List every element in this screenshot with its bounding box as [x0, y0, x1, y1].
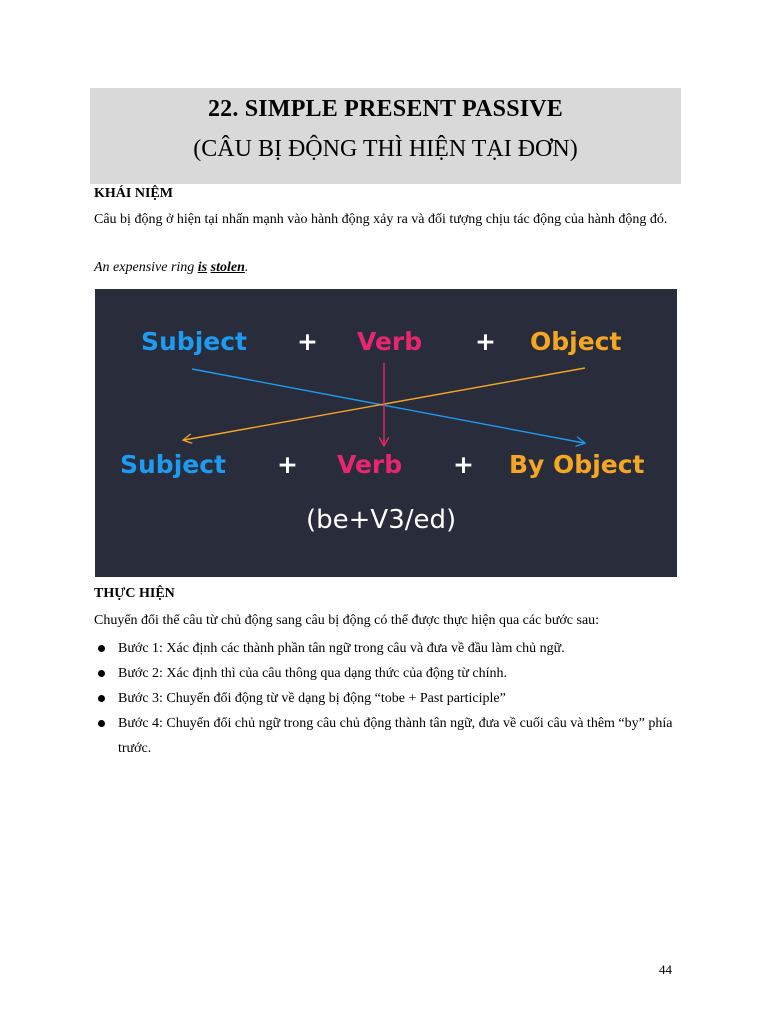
procedure-heading: THỰC HIỆN	[94, 586, 175, 601]
passive-formula: (be+V3/ed)	[306, 505, 457, 535]
page-subtitle: (CÂU BỊ ĐỘNG THÌ HIỆN TẠI ĐƠN)	[193, 136, 578, 162]
example-prefix: An expensive ring	[94, 260, 198, 275]
step-text: Bước 1: Xác định các thành phần tân ngữ trong câu và đưa về đầu làm chủ ngữ.	[118, 641, 565, 656]
subject-to-by-object-arrow	[192, 369, 584, 443]
list-item	[94, 711, 678, 761]
concept-text: Câu bị động ở hiện tại nhấn mạnh vào hành động xảy ra và đối tượng chịu tác động của hành động đó.	[94, 212, 668, 227]
list-item	[94, 636, 678, 661]
passive-by-object-label: By Object	[509, 450, 645, 479]
active-plus-2: +	[475, 327, 496, 356]
passive-plus-1: +	[277, 450, 298, 479]
concept-heading: KHÁI NIỆM	[94, 186, 173, 201]
example-sentence	[94, 260, 248, 276]
passive-verb-label: Verb	[337, 450, 403, 479]
bullet-icon	[98, 670, 105, 677]
procedure-intro: Chuyển đổi thể câu từ chủ động sang câu bị động có thể được thực hiện qua các bước sau:	[94, 613, 600, 628]
passive-diagram	[95, 289, 677, 577]
title-box	[90, 88, 681, 184]
passive-plus-2: +	[453, 450, 474, 479]
active-subject-label: Subject	[141, 327, 247, 356]
step-text: Bước 3: Chuyển đổi động từ về dạng bị động “tobe + Past participle”	[118, 691, 506, 706]
page-number: 44	[659, 962, 672, 977]
passive-subject-label: Subject	[120, 450, 226, 479]
list-item	[94, 661, 678, 686]
example-is: is	[197, 260, 208, 275]
bullet-icon	[98, 695, 105, 702]
active-verb-label: Verb	[357, 327, 423, 356]
step-text: Bước 4: Chuyển đổi chủ ngữ trong câu chủ động thành tân ngữ, đưa về cuối câu và thêm “by” phía trước.	[118, 716, 673, 756]
example-stolen: stolen	[210, 260, 245, 275]
bullet-icon	[98, 720, 105, 727]
list-item	[94, 686, 678, 711]
active-plus-1: +	[297, 327, 318, 356]
example-end: .	[244, 260, 249, 275]
page-title: 22. SIMPLE PRESENT PASSIVE	[207, 96, 564, 122]
active-object-label: Object	[530, 327, 622, 356]
bullet-icon	[98, 645, 105, 652]
steps-list	[94, 636, 678, 761]
step-text: Bước 2: Xác định thì của câu thông qua dạng thức của động từ chính.	[118, 666, 508, 681]
